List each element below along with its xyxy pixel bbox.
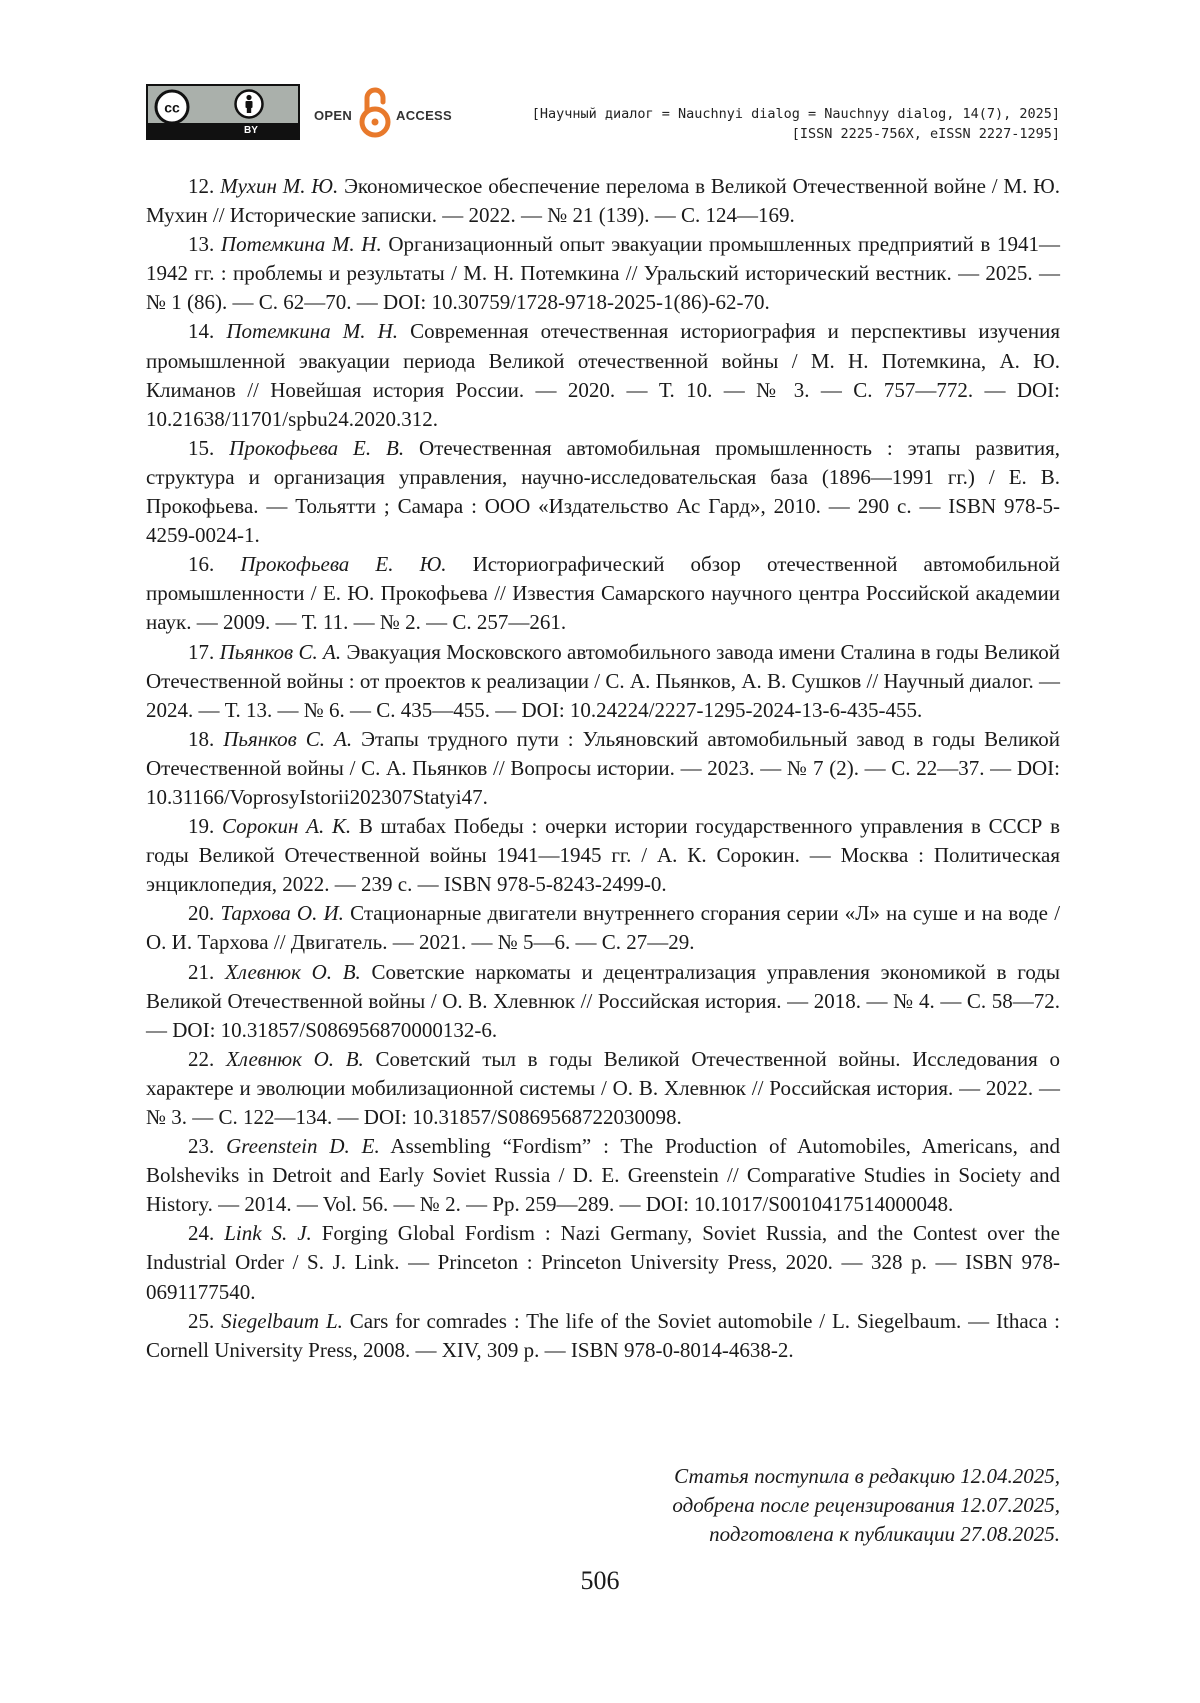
reference-number: 13. [188,232,215,257]
reference-number: 16. [188,552,215,577]
reference-text: Этапы трудного пути : Ульяновский автомобильный завод в годы Великой Отечественной войны / С. А. Пьянков // Вопросы истории. — 2023. — № 7 (2). — С. 22—37. — DOI: 10.31166/VoprosyIstorii202307Statyi47. [146,726,1061,809]
reference-text: Forging Global Fordism : Nazi Germany, Soviet Russia, and the Contest over the Industrial Order / S. J. Link. — Princeton : Princeton University Press, 2020. — 328 p. — ISBN ‎978-0691177540. [146,1221,1060,1304]
open-access-logo [314,84,460,140]
reference-number: 22. [188,1046,215,1071]
open-access-lock-icon [358,84,392,140]
reference-number: 24. [188,1221,215,1246]
reference-text: Эвакуация Московского автомобильного завода имени Сталина в годы Великой Отечественной войны : от проектов к реализации / С. А. Пьянков, А. В. Сушков // Научный диалог. — 2024. — Т. 13. — № 6. — С. 435—455. — DOI: 10.24224/2227-1295-2024-13-6-435-455. [146,639,1061,722]
reference-author: Потемкина М. Н. [220,232,382,257]
reference-text: Стационарные двигатели внутреннего сгорания серии «Л» на суше и на воде / О. И. Тархова // Двигатель. — 2021. — № 5—6. — С. 27—29. [146,901,1061,955]
reference-text: Советский тыл в годы Великой Отечественной войны. Исследования о характере и эволюции мобилизационной системы / О. В. Хлевнюк // Российская история. — 2022. — № 3. — С. 122—134. — DOI: 10.31857/S0869568722030098. [146,1046,1060,1129]
journal-citation [532,104,1060,144]
reference-number: 12. [188,174,215,198]
oa-access-text: ACCESS [396,108,452,123]
approved-date: одобрена после рецензирования 12.07.2025, [672,1493,1060,1517]
reference-text: Отечественная автомобильная промышленность : этапы развития, структура и организация управления, научно-исследовательская база (1896—1991 гг.) / Е. В. Прокофьева. — Тольятти ; Самара : ООО «Издательство Ас Гард», 2010. — 290 с. — ISBN 978-5-4259-0024-1. [146,435,1061,548]
reference-text: В штабах Победы : очерки истории государственного управления в СССР в годы Великой Отечественной войны 1941—1945 гг. / А. К. Сорокин. — Москва : Политическая энциклопедия, 2022. — 239 с. — ISBN 978-5-8243-2499-0. [146,814,1060,897]
cc-by-label: BY [244,125,258,136]
cc-icon [154,89,190,125]
attribution-person-icon [234,89,264,119]
reference-author: Хлевнюк О. В. [224,959,361,984]
reference-number: 14. [188,319,215,344]
reference-author: Мухин М. Ю. [220,174,339,198]
reference-item [146,899,1060,957]
journal-line: [Научный диалог = Nauchnyi dialog = Nauchnyy dialog, 14(7), 2025] [531,106,1060,122]
reference-item [146,230,1060,317]
reference-item [146,172,1060,230]
cc-by-license-badge [146,84,300,140]
reference-text: Assembling “Fordism” : The Production of Automobiles, Americans, and Bolsheviks in Detroit and Early Soviet Russia / D. E. Greenstein // Comparative Studies in Society and History. — 2014. — Vol. 56. — № 2. — Pp. 259—289. — DOI: 10.1017/S0010417514000048. [146,1134,1061,1217]
reference-item [146,725,1060,812]
reference-item [146,638,1060,725]
reference-author: Siegelbaum L. [221,1308,343,1333]
reference-author: Прокофьева Е. В. [229,435,405,460]
reference-list [146,172,1060,1365]
page-header [146,84,1060,144]
reference-text: Cars for comrades : The life of the Soviet automobile / L. Siegelbaum. — Ithaca : Cornell University Press, 2008. — XIV, 309 p. — ISBN 978-0-8014-4638-2. [146,1308,1061,1362]
reference-author: Greenstein D. E. [226,1134,380,1159]
page-number: 506 [580,1566,620,1595]
reference-number: 18. [188,726,215,751]
reference-text: Современная отечественная историография и перспективы изучения промышленной эвакуации периода Великой отечественной войны / М. Н. Потемкина, А. Ю. Климанов // Новейшая история России. — 2020. — Т. 10. — № 3. — С. 757—772. — DOI: 10.21638/11701/spbu24.2020.312. [146,319,1061,431]
issn-line: [ISSN 2225-756X, eISSN 2227-1295] [791,126,1060,142]
reference-item [146,1219,1060,1306]
svg-text:cc: cc [164,99,180,116]
reference-text: Советские наркоматы и децентрализация управления экономикой в годы Великой Отечественной войны / О. В. Хлевнюк // Российская история. — 2018. — № 4. — С. 58—72. — DOI: 10.31857/S086956870000132-6. [146,959,1061,1042]
reference-author: Прокофьева Е. Ю. [240,552,447,577]
submission-dates [672,1462,1060,1549]
prepared-date: подготовлена к публикации 27.08.2025. [709,1522,1060,1546]
reference-item [146,1307,1060,1365]
reference-item [146,958,1060,1045]
reference-author: Сорокин А. К. [222,814,352,839]
reference-author: Хлевнюк О. В. [225,1046,364,1071]
reference-item [146,1132,1060,1219]
reference-item [146,1045,1060,1132]
reference-number: 15. [188,435,215,460]
reference-author: Пьянков С. А. [223,726,353,751]
cc-badge-bar [148,123,298,138]
reference-author: Link S. J. [224,1221,312,1246]
reference-author: Тархова О. И. [220,901,344,926]
reference-number: 17. [188,639,215,664]
reference-number: 25. [188,1308,215,1333]
reference-text: Историографический обзор отечественной автомобильной промышленности / Е. Ю. Прокофьева // Известия Самарского научного центра Российской академии наук. — 2009. — Т. 11. — № 2. — С. 257—261. [146,552,1061,635]
reference-author: Потемкина М. Н. [226,319,399,344]
reference-text: Организационный опыт эвакуации промышленных предприятий в 1941—1942 гг. : проблемы и результаты / М. Н. Потемкина // Уральский исторический вестник. — 2025. — № 1 (86). — С. 62—70. — DOI: 10.30759/1728-9718-2025-1(86)-62-70. [146,232,1061,315]
reference-number: 21. [188,959,215,984]
reference-text: Экономическое обеспечение перелома в Великой Отечественной войне / М. Ю. Мухин // Исторические записки. — 2022. — № 21 (139). — С. 124—169. [146,174,1060,228]
received-date: Статья поступила в редакцию 12.04.2025, [674,1464,1060,1488]
reference-item [146,317,1060,433]
reference-author: Пьянков С. А. [219,639,342,664]
reference-item [146,550,1060,637]
reference-item [146,812,1060,899]
reference-item [146,434,1060,550]
oa-open-text: OPEN [314,108,353,123]
reference-number: 23. [188,1134,215,1159]
reference-number: 19. [188,814,215,839]
reference-number: 20. [188,901,215,926]
